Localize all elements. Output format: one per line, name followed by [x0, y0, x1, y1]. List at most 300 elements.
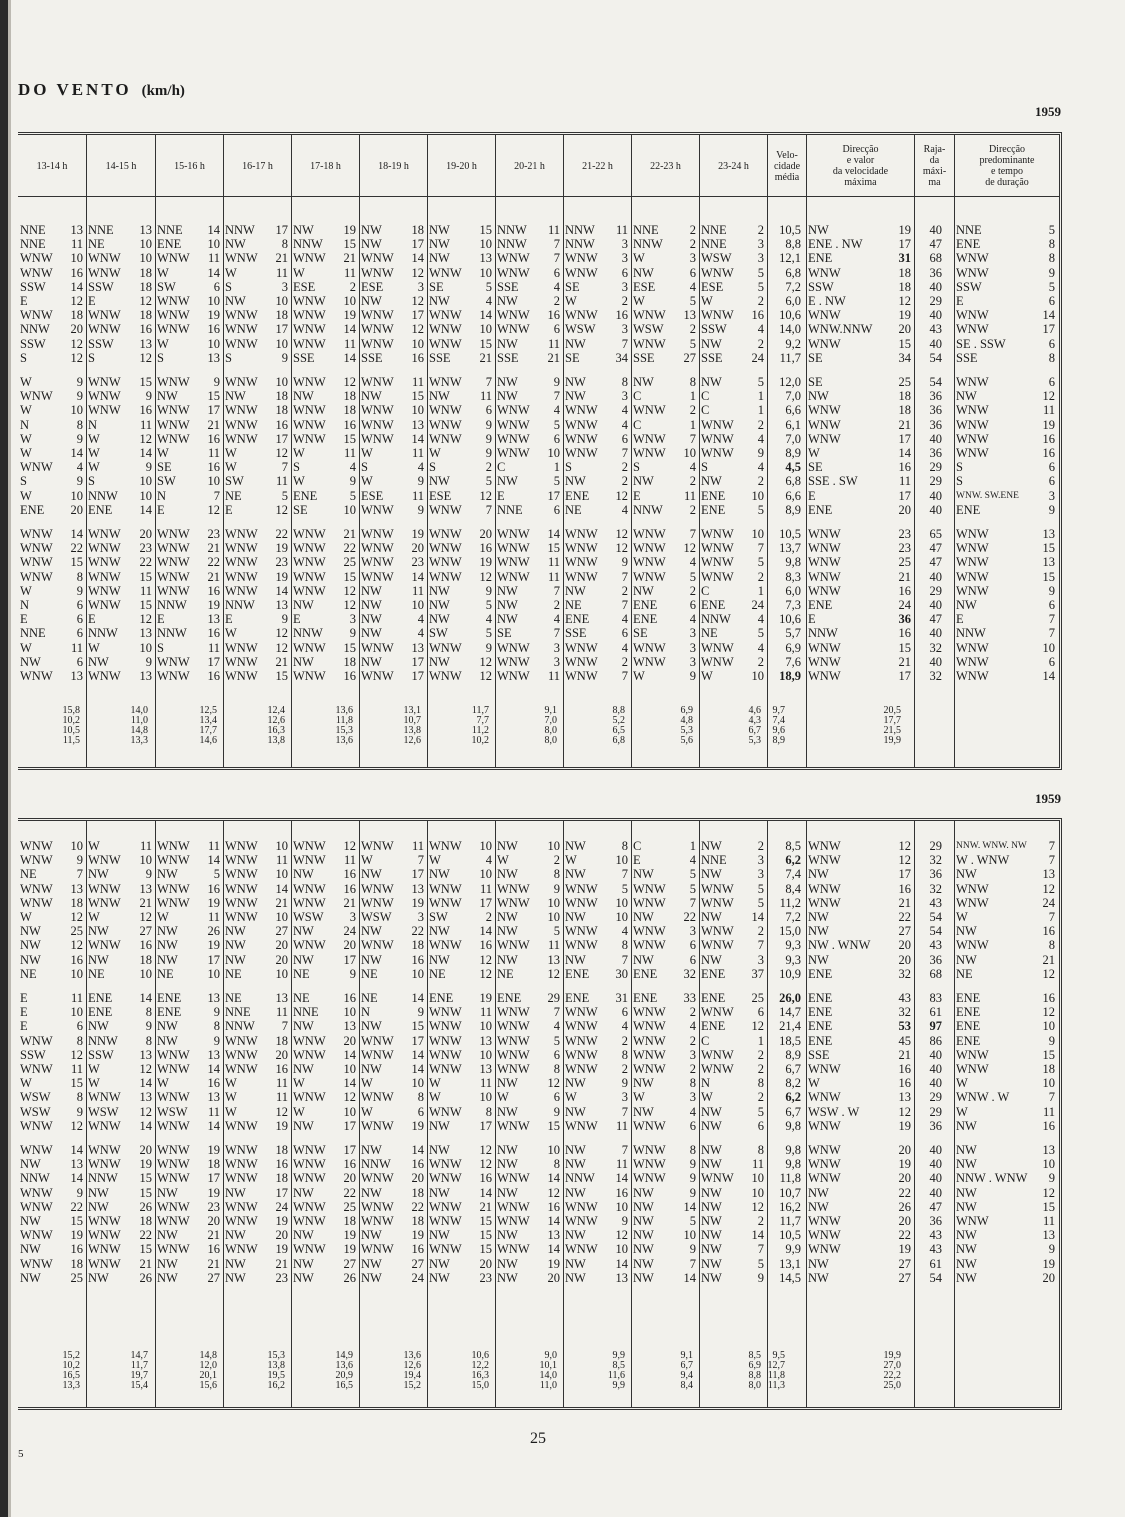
- wind-direction: WNW: [225, 1242, 258, 1257]
- max-speed-direction: NW: [808, 1199, 829, 1214]
- wind-direction: SSE: [293, 350, 315, 365]
- wind-direction: W: [429, 446, 441, 460]
- wind-direction: WNW: [20, 541, 53, 556]
- wind-speed: 21: [207, 541, 220, 556]
- wind-direction: E: [88, 612, 96, 627]
- wind-speed: 5: [757, 265, 764, 280]
- wind-speed: 5: [213, 867, 220, 882]
- wind-speed: 26: [343, 1270, 356, 1285]
- summary-value: 4,8: [680, 715, 693, 726]
- wind-direction: NW: [497, 1185, 518, 1200]
- max-speed-value: 23: [898, 527, 911, 541]
- summary-value: 11,3: [767, 1380, 785, 1391]
- wind-direction: NW: [497, 612, 518, 627]
- wind-direction: NW: [361, 612, 382, 627]
- wind-speed: 4: [689, 279, 696, 294]
- predominant-duration: 10: [1042, 1157, 1055, 1172]
- wind-direction: WNW: [88, 389, 121, 404]
- wind-direction: WNW: [565, 1047, 598, 1062]
- wind-direction: NW: [157, 867, 178, 882]
- predominant-duration: 21: [1042, 952, 1055, 967]
- summary-value: 20,9: [335, 1370, 353, 1381]
- max-gust: 47: [929, 555, 942, 570]
- max-speed-direction: NW: [808, 389, 829, 404]
- wind-speed: 20: [139, 527, 152, 541]
- max-gust: 40: [929, 1076, 942, 1091]
- wind-direction: NW: [701, 1242, 722, 1257]
- wind-speed: 18: [275, 308, 288, 323]
- wind-direction: NW: [633, 583, 654, 598]
- wind-direction: NW: [293, 952, 314, 967]
- summary-value: 10,2: [62, 715, 80, 726]
- summary-value: 7,0: [544, 715, 557, 726]
- wind-direction: WNW: [497, 881, 530, 896]
- max-speed-value: 20: [898, 502, 911, 517]
- max-gust: 47: [929, 237, 942, 252]
- wind-speed: 11: [275, 474, 288, 489]
- wind-speed: 7: [553, 237, 560, 252]
- wind-speed: 14: [411, 251, 424, 266]
- wind-speed: 15: [479, 1228, 492, 1243]
- wind-direction: WNW: [361, 569, 394, 584]
- max-speed-direction: WNW: [808, 669, 841, 683]
- wind-speed: 2: [757, 654, 764, 669]
- wind-direction: W: [701, 669, 713, 683]
- wind-speed: 13: [411, 417, 424, 432]
- wind-direction: NW: [361, 924, 382, 939]
- wind-speed: 13: [207, 991, 220, 1005]
- wind-direction: WNW: [565, 1019, 598, 1034]
- summary-value: 17,7: [883, 715, 901, 726]
- summary-value: 16,5: [335, 1380, 353, 1391]
- wind-direction: W: [157, 446, 169, 460]
- wind-speed: 11: [343, 446, 356, 460]
- wind-speed: 1: [689, 389, 696, 404]
- wind-direction: NW: [225, 952, 246, 967]
- wind-speed: 4: [553, 403, 560, 418]
- mean-speed: 8,8: [785, 237, 801, 252]
- wind-speed: 18: [70, 895, 83, 910]
- wind-direction: NW: [293, 654, 314, 669]
- wind-direction: WNW: [565, 938, 598, 953]
- wind-speed: 11: [479, 1005, 492, 1020]
- wind-direction: WNW: [565, 881, 598, 896]
- summary-value: 25,0: [883, 1380, 901, 1391]
- wind-direction: WSW: [88, 1104, 119, 1119]
- wind-direction: WNW: [429, 265, 462, 280]
- max-speed-value: 21: [898, 895, 911, 910]
- wind-direction: NW: [497, 583, 518, 598]
- max-speed-direction: WNW.NNW: [808, 322, 873, 337]
- wind-direction: WNW: [565, 446, 598, 460]
- max-speed-value: 13: [898, 1090, 911, 1105]
- wind-speed: 10: [139, 966, 152, 981]
- wind-direction: E: [225, 612, 233, 627]
- wind-speed: 7: [621, 569, 628, 584]
- wind-speed: 12: [479, 952, 492, 967]
- wind-speed: 5: [689, 867, 696, 882]
- wind-direction: NW: [225, 1256, 246, 1271]
- predominant-duration: 6: [1048, 294, 1055, 308]
- wind-speed: 19: [343, 223, 356, 237]
- summary-value: 19,5: [267, 1370, 285, 1381]
- wind-direction: NW: [633, 1270, 654, 1285]
- wind-direction: WNW: [88, 1242, 121, 1257]
- wind-speed: 14: [615, 1171, 628, 1186]
- wind-direction: ENE: [633, 612, 658, 627]
- wind-direction: WNW: [429, 1005, 462, 1020]
- wind-direction: WNW: [157, 431, 190, 446]
- wind-direction: ENE: [701, 502, 726, 517]
- predominant-duration: 13: [1042, 1143, 1055, 1157]
- wind-direction: WNW: [20, 1118, 53, 1133]
- header-cell: [359, 135, 427, 197]
- wind-speed: 10: [139, 237, 152, 252]
- wind-direction: NNE: [497, 502, 523, 517]
- max-gust: 40: [929, 1062, 942, 1076]
- wind-speed: 13: [70, 1157, 83, 1172]
- mean-speed: 13,7: [779, 541, 801, 556]
- wind-speed: 14: [139, 1076, 152, 1091]
- wind-direction: WNW: [20, 1143, 53, 1157]
- wind-speed: 16: [207, 460, 220, 475]
- wind-direction: WNW: [88, 527, 121, 541]
- wind-speed: 11: [547, 336, 560, 351]
- summary-value: 12,7: [767, 1360, 785, 1371]
- wind-speed: 18: [275, 1033, 288, 1048]
- wind-speed: 21: [275, 895, 288, 910]
- wind-speed: 13: [547, 1228, 560, 1243]
- wind-direction: NW: [88, 952, 109, 967]
- wind-direction: NW: [701, 952, 722, 967]
- mean-speed: 8,4: [785, 881, 801, 896]
- wind-direction: WNW: [429, 1047, 462, 1062]
- wind-direction: WNW: [225, 1199, 258, 1214]
- summary-value: 5,3: [680, 725, 693, 736]
- wind-speed: 16: [343, 417, 356, 432]
- wind-direction: WNW: [497, 669, 530, 683]
- wind-speed: 10: [683, 446, 696, 460]
- predominant-duration: 7: [1048, 612, 1055, 627]
- wind-speed: 23: [207, 1199, 220, 1214]
- wind-speed: 18: [139, 952, 152, 967]
- max-speed-direction: SE: [808, 375, 823, 389]
- wind-direction: NW: [157, 1033, 178, 1048]
- table-row: [18, 896, 1059, 910]
- wind-direction: WNW: [88, 1214, 121, 1228]
- wind-direction: C: [633, 839, 642, 853]
- summary-value: 9,1: [544, 705, 557, 716]
- wind-direction: NW: [565, 1157, 586, 1172]
- wind-speed: 6: [757, 1005, 764, 1020]
- wind-direction: WNW: [497, 403, 530, 418]
- wind-direction: WNW: [225, 251, 258, 266]
- table-row: [18, 967, 1059, 981]
- wind-speed: 16: [70, 265, 83, 280]
- wind-direction: WNW: [225, 669, 258, 683]
- wind-speed: 11: [547, 569, 560, 584]
- max-speed-value: 20: [898, 1143, 911, 1157]
- predominant-direction: WNW: [956, 669, 989, 683]
- summary-value: 9,1: [680, 1350, 693, 1361]
- wind-speed: 10: [547, 910, 560, 924]
- wind-direction: NW: [701, 1143, 722, 1157]
- wind-direction: WNW: [633, 1062, 666, 1076]
- max-speed-value: 17: [898, 237, 911, 252]
- max-speed-direction: WNW: [808, 839, 841, 853]
- wind-speed: 7: [621, 446, 628, 460]
- wind-speed: 6: [553, 431, 560, 446]
- wind-speed: 9: [76, 1185, 83, 1200]
- wind-speed: 9: [76, 375, 83, 389]
- wind-direction: C: [633, 417, 642, 432]
- wind-direction: SE: [565, 279, 580, 294]
- wind-speed: 11: [70, 640, 83, 655]
- wind-direction: NW: [361, 654, 382, 669]
- max-gust: 29: [929, 460, 942, 475]
- wind-direction: NW: [497, 1256, 518, 1271]
- summary-row: [18, 1371, 1059, 1381]
- summary-value: 7,7: [476, 715, 489, 726]
- predominant-duration: 9: [1048, 502, 1055, 517]
- max-gust: 61: [929, 1005, 942, 1020]
- wind-direction: NW: [157, 1270, 178, 1285]
- wind-direction: WNW: [429, 375, 462, 389]
- summary-value: 9,5: [772, 1350, 785, 1361]
- wind-direction: NW: [361, 1228, 382, 1243]
- summary-value: 10,7: [403, 715, 421, 726]
- wind-direction: WNW: [20, 853, 53, 868]
- wind-direction: WNW: [633, 569, 666, 584]
- wind-speed: 10: [411, 403, 424, 418]
- wind-speed: 14: [751, 910, 764, 924]
- wind-direction: W: [20, 910, 32, 924]
- max-speed-value: 19: [898, 1242, 911, 1257]
- wind-speed: 4: [757, 612, 764, 627]
- wind-direction: NW: [497, 336, 518, 351]
- wind-direction: NW: [361, 389, 382, 404]
- wind-speed: 10: [207, 336, 220, 351]
- header-cell: [223, 135, 291, 197]
- wind-speed: 3: [553, 640, 560, 655]
- max-speed-value: 21: [898, 1047, 911, 1062]
- wind-speed: 6: [76, 654, 83, 669]
- wind-speed: 20: [547, 1270, 560, 1285]
- wind-speed: 17: [207, 654, 220, 669]
- wind-direction: W: [157, 1076, 169, 1091]
- wind-direction: WNW: [88, 853, 121, 868]
- wind-speed: 6: [76, 598, 83, 612]
- wind-direction: WNW: [20, 527, 53, 541]
- wind-speed: 9: [145, 654, 152, 669]
- wind-speed: 1: [757, 389, 764, 404]
- wind-direction: WNW: [633, 1019, 666, 1034]
- wind-speed: 17: [343, 1118, 356, 1133]
- max-speed-value: 18: [898, 389, 911, 404]
- wind-direction: WNW: [88, 669, 121, 683]
- wind-direction: WNW: [225, 1033, 258, 1048]
- wind-direction: WNW: [225, 1143, 258, 1157]
- wind-direction: NW: [633, 1199, 654, 1214]
- wind-speed: 2: [689, 403, 696, 418]
- predominant-direction: NNW . WNW: [956, 1171, 1028, 1186]
- wind-speed: 17: [411, 308, 424, 323]
- predominant-direction: ENE: [956, 1019, 981, 1034]
- wind-direction: W: [20, 640, 32, 655]
- wind-direction: WNW: [225, 839, 258, 853]
- wind-speed: 13: [547, 952, 560, 967]
- wind-speed: 9: [76, 389, 83, 404]
- wind-speed: 11: [479, 1076, 492, 1091]
- max-speed-direction: WNW: [808, 527, 841, 541]
- wind-speed: 4: [417, 626, 424, 641]
- max-speed-value: 17: [898, 488, 911, 503]
- predominant-direction: NNW: [956, 626, 986, 641]
- wind-direction: NE: [565, 502, 582, 517]
- wind-direction: WNW: [497, 895, 530, 910]
- wind-direction: NW: [565, 1185, 586, 1200]
- wind-speed: 10: [139, 474, 152, 489]
- predominant-direction: WNW: [956, 527, 989, 541]
- table-row: [18, 1076, 1059, 1090]
- wind-speed: 24: [751, 598, 764, 612]
- wind-direction: WNW: [293, 431, 326, 446]
- max-speed-direction: NW . WNW: [808, 938, 871, 953]
- wind-speed: 15: [411, 389, 424, 404]
- wind-speed: 6: [76, 1019, 83, 1034]
- table-row: [18, 280, 1059, 294]
- predominant-duration: 6: [1048, 598, 1055, 612]
- predominant-direction: WNW: [956, 1062, 989, 1076]
- wind-direction: WNW: [701, 1062, 734, 1076]
- wind-speed: 10: [615, 1199, 628, 1214]
- wind-direction: W: [361, 1104, 373, 1119]
- wind-direction: NW: [565, 583, 586, 598]
- wind-direction: WNW: [157, 1157, 190, 1172]
- wind-speed: 19: [547, 1256, 560, 1271]
- wind-speed: 12: [70, 910, 83, 924]
- max-gust: 29: [929, 583, 942, 598]
- wind-direction: NW: [361, 294, 382, 308]
- wind-direction: ENE: [429, 991, 454, 1005]
- wind-direction: WNW: [157, 1090, 190, 1105]
- summary-value: 8,9: [772, 735, 785, 746]
- wind-direction: WNW: [225, 1118, 258, 1133]
- wind-speed: 2: [553, 294, 560, 308]
- wind-direction: WSW: [633, 322, 664, 337]
- wind-direction: W: [88, 446, 100, 460]
- summary-value: 10,1: [539, 1360, 557, 1371]
- max-speed-value: 18: [898, 279, 911, 294]
- wind-speed: 5: [757, 502, 764, 517]
- max-gust: 43: [929, 322, 942, 337]
- wind-speed: 10: [479, 265, 492, 280]
- wind-direction: NW: [157, 1256, 178, 1271]
- wind-speed: 2: [757, 569, 764, 584]
- wind-direction: NE: [565, 598, 582, 612]
- wind-direction: NW: [497, 389, 518, 404]
- wind-direction: W: [293, 1076, 305, 1091]
- wind-speed: 11: [343, 853, 356, 868]
- wind-speed: 6: [553, 322, 560, 337]
- wind-direction: WNW: [20, 1228, 53, 1243]
- wind-direction: ESE: [293, 279, 316, 294]
- wind-direction: NW: [361, 867, 382, 882]
- wind-speed: 2: [689, 583, 696, 598]
- wind-direction: WNW: [225, 583, 258, 598]
- wind-speed: 2: [757, 1062, 764, 1076]
- wind-speed: 24: [411, 1270, 424, 1285]
- wind-speed: 10: [547, 446, 560, 460]
- max-gust: 40: [929, 279, 942, 294]
- wind-direction: WNW: [565, 541, 598, 556]
- wind-direction: ENE: [565, 488, 590, 503]
- max-gust: 54: [929, 375, 942, 389]
- wind-speed: 11: [70, 237, 83, 252]
- wind-direction: WNW: [429, 1104, 462, 1119]
- wind-speed: 11: [207, 839, 220, 853]
- max-speed-value: 25: [898, 555, 911, 570]
- wind-speed: 16: [411, 1157, 424, 1172]
- mean-speed: 9,8: [785, 1118, 801, 1133]
- mean-speed: 9,9: [785, 1242, 801, 1257]
- wind-speed: 2: [553, 598, 560, 612]
- predominant-direction: SSW: [956, 279, 982, 294]
- wind-direction: WNW: [701, 541, 734, 556]
- max-speed-direction: SSE . SW: [808, 474, 858, 489]
- wind-speed: 14: [615, 1256, 628, 1271]
- wind-speed: 13: [207, 350, 220, 365]
- wind-direction: W: [497, 853, 509, 868]
- wind-speed: 15: [411, 1019, 424, 1034]
- wind-direction: NW: [20, 1270, 41, 1285]
- wind-direction: NW: [293, 223, 314, 237]
- wind-direction: WNW: [293, 853, 326, 868]
- wind-speed: 10: [751, 488, 764, 503]
- wind-speed: 22: [70, 1199, 83, 1214]
- max-gust: 40: [929, 502, 942, 517]
- wind-speed: 21: [479, 1199, 492, 1214]
- wind-direction: ENE: [633, 966, 658, 981]
- wind-direction: NW: [225, 938, 246, 953]
- wind-direction: NW: [293, 867, 314, 882]
- wind-direction: WSW: [20, 1090, 51, 1105]
- wind-direction: NW: [361, 1143, 382, 1157]
- wind-speed: 13: [207, 1090, 220, 1105]
- wind-speed: 3: [757, 237, 764, 252]
- wind-direction: WNW: [361, 1047, 394, 1062]
- wind-direction: WNW: [429, 839, 462, 853]
- summary-value: 11,7: [471, 705, 489, 716]
- wind-speed: 2: [485, 910, 492, 924]
- wind-speed: 10: [547, 1143, 560, 1157]
- predominant-duration: 11: [1042, 403, 1055, 418]
- wind-direction: WNW: [429, 1214, 462, 1228]
- max-gust: 40: [929, 1171, 942, 1186]
- wind-direction: NW: [361, 1019, 382, 1034]
- table-row: [18, 403, 1059, 417]
- max-gust: 32: [929, 881, 942, 896]
- wind-direction: WNW: [157, 1047, 190, 1062]
- predominant-duration: 6: [1048, 474, 1055, 489]
- summary-value: 12,6: [403, 735, 421, 746]
- wind-direction: N: [20, 417, 30, 432]
- wind-speed: 18: [275, 389, 288, 404]
- wind-direction: NW: [497, 1076, 518, 1091]
- predominant-direction: NW: [956, 598, 977, 612]
- max-gust: 40: [929, 223, 942, 237]
- summary-row: [18, 736, 1059, 746]
